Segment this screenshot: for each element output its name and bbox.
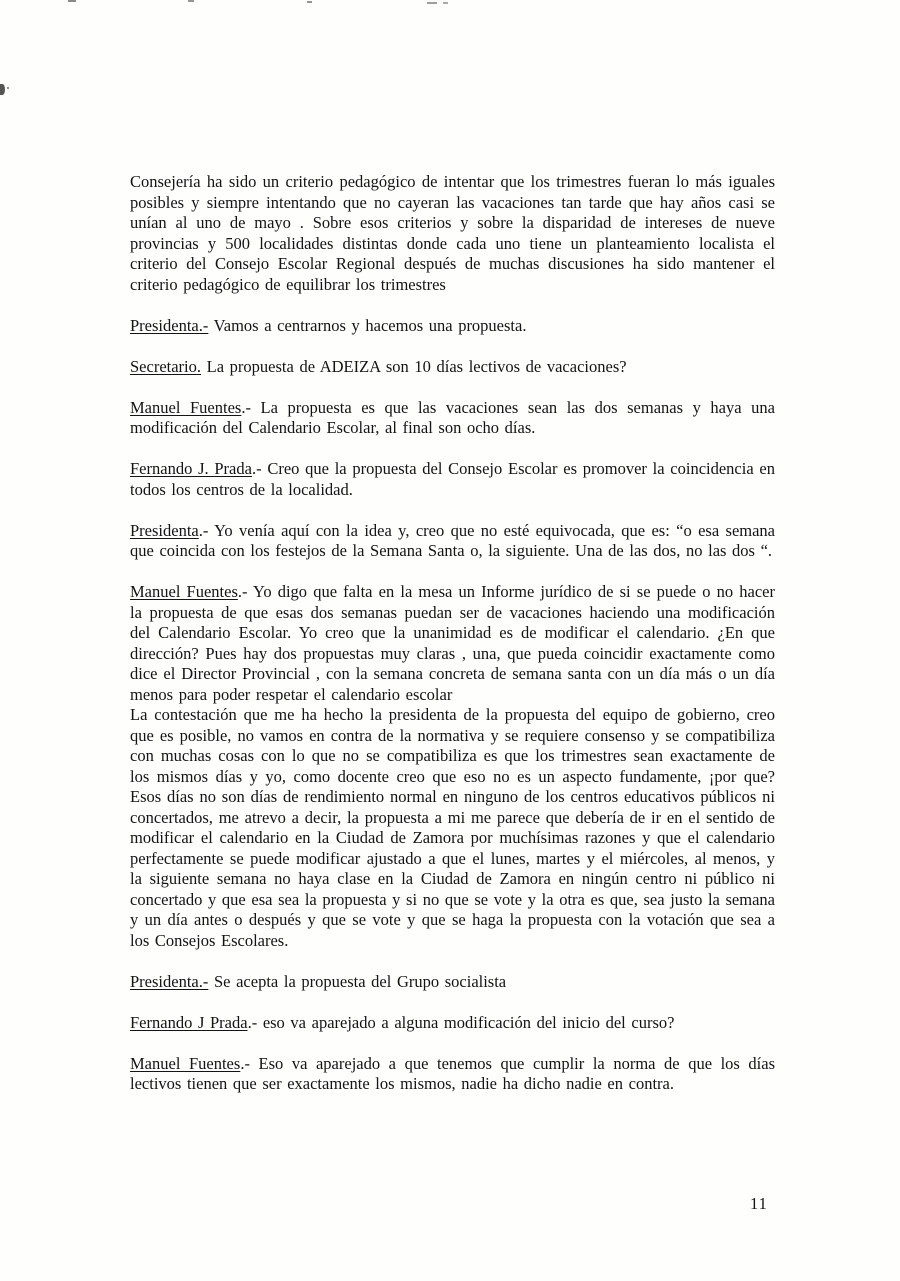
paragraph	[130, 172, 775, 295]
paragraph	[130, 1013, 775, 1034]
text-block	[130, 172, 775, 1115]
speaker-name: Presidenta.-	[130, 315, 209, 335]
paragraph-text: Yo digo que falta en la mesa un Informe jurídico de si se puede o no hacer la propuesta de que esas dos semanas puedan ser de vacaciones haciendo una modificación del Calendario Escolar. Yo creo que la unanimidad es de modificar el calendario. ¿En que dirección? Pues hay dos propuestas muy claras , una, que pueda coincidir exactamente como dice el Director Provincial , con la semana concreta de semana santa con un día más o un día menos para poder respetar el calendario escolar	[130, 582, 775, 704]
paragraph	[130, 972, 775, 993]
speaker-name: Manuel Fuentes	[130, 397, 242, 417]
speaker-name: Fernando J Prada	[130, 1012, 248, 1032]
paragraph	[130, 398, 775, 439]
paragraph-text: Consejería ha sido un criterio pedagógico de intentar que los trimestres fueran lo más iguales posibles y siempre intentando que no cayeran las vacaciones tan tarde que hay años casi se unían al uno de mayo . Sobre esos criterios y sobre la disparidad de intereses de nueve provincias y 500 localidades distintas donde cada uno tiene un planteamiento localista el criterio del Consejo Escolar Regional después de muchas discusiones ha sido mantener el criterio pedagógico de equilibrar los trimestres	[130, 172, 775, 294]
speaker-separator: .-	[237, 582, 248, 601]
speaker-name: Secretario.	[130, 356, 202, 376]
speaker-name: Fernando J. Prada	[130, 459, 252, 478]
speaker-name: Manuel Fuentes	[130, 582, 238, 601]
page-number: 11	[750, 1194, 768, 1213]
paragraph-text: Vamos a centrarnos y hacemos una propuesta.	[208, 315, 527, 335]
scan-artifact	[68, 0, 76, 2]
paragraph-text: Eso va aparejado a que tenemos que cumplir la norma de que los días lectivos tienen que ser exactamente los mismos, nadie ha dicho nadie en contra.	[130, 1053, 776, 1093]
speaker-separator: .-	[240, 1053, 250, 1073]
paragraph	[130, 357, 775, 378]
paragraph-text: eso va aparejado a alguna modificación del inicio del curso?	[257, 1012, 675, 1032]
paragraph	[130, 1054, 775, 1095]
paragraph	[130, 582, 775, 705]
scan-artifact	[7, 87, 9, 89]
scan-artifact	[0, 84, 5, 95]
speaker-separator: .-	[251, 459, 262, 478]
paragraph-text: Se acepta la propuesta del Grupo socialista	[208, 971, 507, 991]
paragraph-text: La contestación que me ha hecho la presidenta de la propuesta del equipo de gobierno, creo que es posible, no vamos en contra de la normativa y se requiere consenso y se compatibiliza con muchas cosas con lo que no se compatibiliza es que los trimestres sean exactamente de los mismos días y yo, como docente creo que eso no es un aspecto fundamente, ¡por que? Esos días no son días de rendimiento normal en ninguno de los centros educativos públicos ni concertados, me atrevo a decir, la propuesta a mi me parece que debería de ir en el sentido de modificar el calendario en la Ciudad de Zamora por muchísimas razones y que el calendario perfectamente se puede modificar ajustado a que el lunes, martes y el miércoles, al menos, y la siguiente semana no haya clase en la Ciudad de Zamora en ningún centro ni público ni concertado y que esa sea la propuesta y si no que se vote y la otra es que, sea justo la semana y un día antes o después y que se vote y que se haga la propuesta con la votación que sea a los Consejos Escolares.	[130, 705, 775, 950]
paragraph	[130, 316, 775, 337]
paragraph	[130, 459, 775, 500]
scan-artifact	[427, 2, 437, 4]
speaker-separator: .-	[241, 397, 251, 417]
scan-artifact	[307, 1, 312, 3]
speaker-separator: .-	[198, 520, 209, 540]
paragraph	[130, 521, 775, 562]
speaker-name: Presidenta	[130, 520, 199, 540]
paragraph-text: La propuesta es que las vacaciones sean las dos semanas y haya una modificación del Calendario Escolar, al final son ocho días.	[130, 397, 775, 437]
paragraph-text: Creo que la propuesta del Consejo Escolar es promover la coincidencia en todos los centros de la localidad.	[130, 459, 775, 499]
speaker-name: Presidenta.-	[130, 971, 209, 991]
paragraph-text: Yo venía aquí con la idea y, creo que no esté equivocada, que es: “o esa semana que coincida con los festejos de la Semana Santa o, la siguiente. Una de las dos, no las dos “.	[130, 520, 775, 560]
speaker-name: Manuel Fuentes	[130, 1053, 241, 1073]
scan-artifact	[443, 2, 448, 4]
paragraph-text: La propuesta de ADEIZA son 10 días lectivos de vacaciones?	[201, 356, 627, 376]
speaker-separator: .-	[247, 1012, 258, 1032]
scan-artifact	[188, 0, 194, 2]
paragraph	[130, 705, 775, 951]
